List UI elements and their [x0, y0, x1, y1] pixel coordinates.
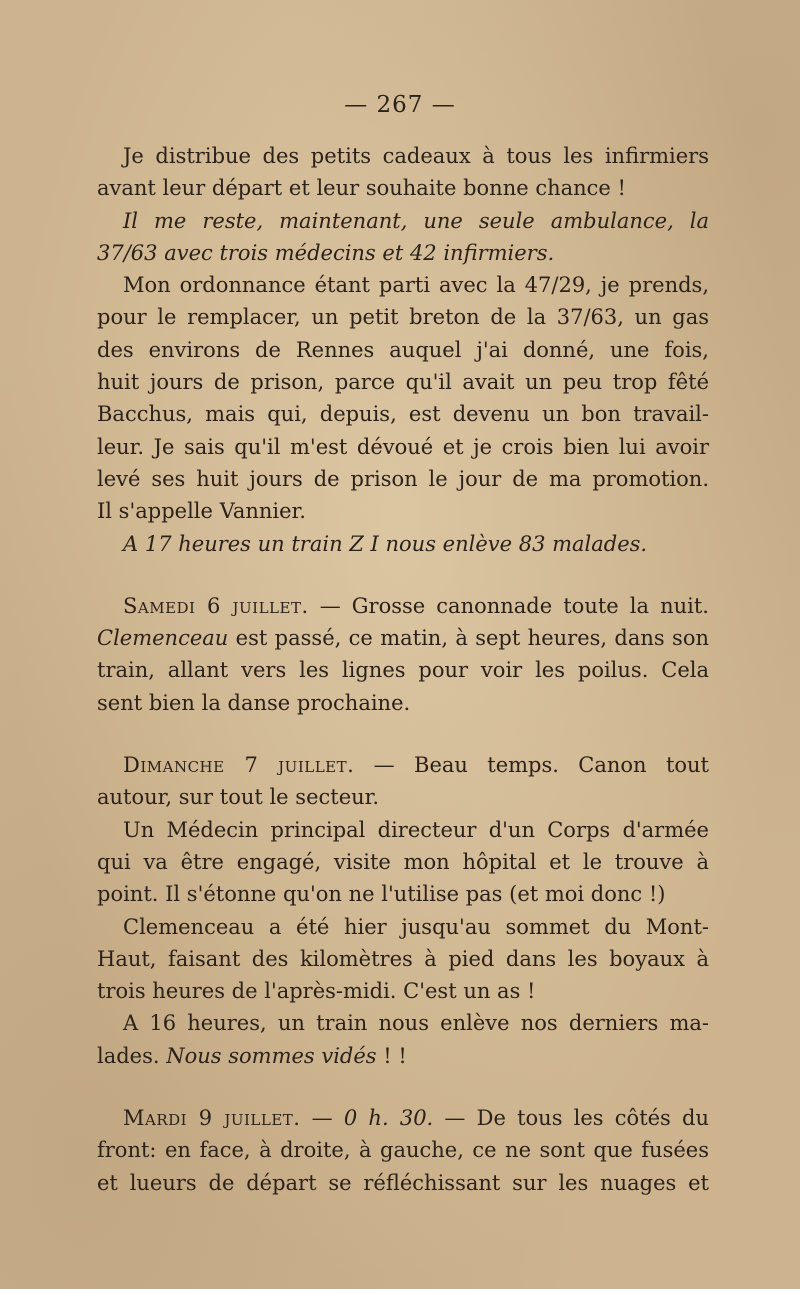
text-line: Un Médecin principal directeur d'un Corps d'armée: [123, 817, 709, 842]
text-line: lades. Nous sommes vidés ! !: [97, 1043, 407, 1068]
text-line: train, allant vers les lignes pour voir les poilus. Cela: [97, 658, 709, 683]
section-gap: [97, 1072, 709, 1102]
text-line: front: en face, à droite, à gauche, ce ne sont que fusées: [97, 1138, 709, 1163]
text-line: Clemenceau est passé, ce matin, à sept heures, dans son: [97, 626, 709, 651]
text-line: et lueurs de départ se réfléchissant sur les nuages et: [97, 1170, 709, 1195]
text-line: qui va être engagé, visite mon hôpital et le trouve à: [97, 849, 709, 874]
text-line: Haut, faisant des kilomètres à pied dans les boyaux à: [97, 946, 709, 971]
text-line: Clemenceau a été hier jusqu'au sommet du Mont-: [123, 914, 709, 939]
text-line: Il s'appelle Vannier.: [97, 499, 306, 524]
text-line: A 17 heures un train Z I nous enlève 83 malades.: [123, 531, 648, 556]
entry-heading-line: Mardi 9 juillet. — 0 h. 30. — De tous les côtés du: [123, 1106, 709, 1131]
text-line: levé ses huit jours de prison le jour de ma promotion.: [97, 466, 709, 491]
text-line: 37/63 avec trois médecins et 42 infirmiers.: [97, 240, 555, 265]
text-line: A 16 heures, un train nous enlève nos derniers ma-: [123, 1011, 709, 1036]
entry-heading-line: Dimanche 7 juillet. — Beau temps. Canon tout: [123, 753, 709, 778]
body-text: [97, 140, 709, 1199]
text-line: Je distribue des petits cadeaux à tous les infirmiers: [123, 144, 709, 168]
text-line: avant leur départ et leur souhaite bonne chance !: [97, 176, 626, 201]
entry-heading-line: Samedi 6 juillet. — Grosse canonnade toute la nuit.: [123, 593, 709, 618]
page-number: — 267 —: [344, 92, 456, 118]
text-line: point. Il s'étonne qu'on ne l'utilise pas (et moi donc !): [97, 882, 666, 907]
text-line: trois heures de l'après-midi. C'est un as !: [97, 979, 536, 1004]
text-line: sent bien la danse prochaine.: [97, 690, 411, 715]
text-line: autour, sur tout le secteur.: [97, 785, 380, 810]
section-gap: [97, 560, 709, 590]
text-line: Mon ordonnance étant parti avec la 47/29, je prends,: [123, 273, 709, 298]
text-line: Il me reste, maintenant, une seule ambulance, la: [123, 208, 709, 233]
text-line: huit jours de prison, parce qu'il avait un peu trop fêté: [97, 370, 709, 395]
section-gap: [97, 719, 709, 749]
text-line: des environs de Rennes auquel j'ai donné, une fois,: [97, 337, 709, 362]
text-line: leur. Je sais qu'il m'est dévoué et je crois bien lui avoir: [97, 434, 709, 459]
text-line: Bacchus, mais qui, depuis, est devenu un bon travail-: [97, 402, 709, 427]
text-line: pour le remplacer, un petit breton de la 37/63, un gas: [97, 305, 709, 330]
